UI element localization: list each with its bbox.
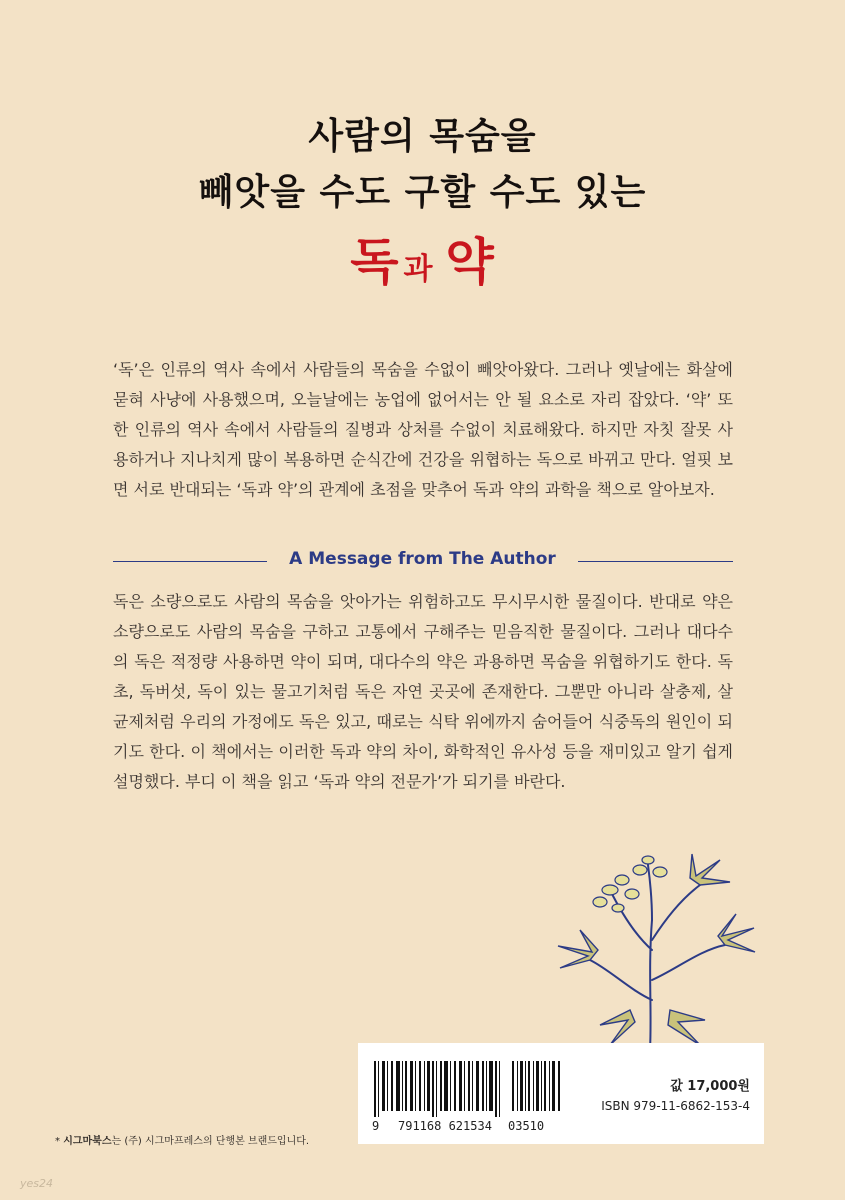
section-divider-left: [113, 561, 267, 562]
publisher-note-text: 는 (주) 시그마프레스의 단행본 브랜드입니다.: [111, 1136, 310, 1147]
barcode-digits-addon: 03510: [508, 1119, 545, 1133]
barcode-digit-prefix: 9: [372, 1119, 380, 1133]
headline-line-2: 빼앗을 수도 구할 수도 있는: [198, 172, 647, 213]
isbn-barcode: [372, 1061, 562, 1117]
title-word-medicine: 약: [445, 233, 495, 291]
barcode-digits-main: 791168 621534: [398, 1119, 492, 1133]
title-word-poison: 독: [350, 233, 400, 291]
intro-paragraph: ‘독’은 인류의 역사 속에서 사람들의 목숨을 수없이 빼앗아왔다. 그러나 옛날에는 화살에 묻혀 사냥에 사용했으며, 오늘날에는 농업에 없어서는 안 될 요소로 자리 잡았다. ‘약’ 또한 인류의 역사 속에서 사람들의 질병과 상처를 수없이 치료해왔다. 하지만 자칫 잘못 사용하거나 지나치게 많이 복용하면 순식간에 건강을 위협하는 독으로 바뀌고 만다. 얼핏 보면 서로 반대되는 ‘독과 약’의 관계에 초점을 맞추어 독과 약의 과학을 책으로 알아보자.: [113, 360, 733, 499]
publisher-brand: 시그마북스: [63, 1136, 112, 1147]
book-title: [0, 222, 845, 294]
publisher-note: [55, 1132, 309, 1147]
price-label: 값 17,000원: [670, 1079, 750, 1094]
section-title: A Message from The Author: [289, 549, 556, 569]
cannabis-plant-illustration: [540, 850, 760, 1050]
headline-line-1: 사람의 목숨을: [308, 116, 537, 157]
footer-bullet: *: [55, 1136, 60, 1147]
author-message-paragraph: 독은 소량으로도 사람의 목숨을 앗아가는 위험하고도 무시무시한 물질이다. 반대로 약은 소량으로도 사람의 목숨을 구하고 고통에서 구해주는 믿음직한 물질이다. 그러나 대다수의 독은 적정량 사용하면 약이 되며, 대다수의 약은 과용하면 목숨을 위협하기도 한다. 독초, 독버섯, 독이 있는 물고기처럼 독은 자연 곳곳에 존재한다. 그뿐만 아니라 살충제, 살균제처럼 우리의 가정에도 독은 있고, 때로는 식탁 위에까지 숨어들어 식중독의 원인이 되기도 한다. 이 책에서는 이러한 독과 약의 차이, 화학적인 유사성 등을 재미있고 알기 쉽게 설명했다. 부디 이 책을 읽고 ‘독과 약의 전문가’가 되기를 바란다.: [113, 592, 733, 791]
watermark: yes24: [20, 1177, 54, 1190]
barcode-panel: [358, 1043, 764, 1144]
section-divider-right: [578, 561, 733, 562]
title-conjunction: 과: [403, 252, 434, 287]
isbn-number: ISBN 979-11-6862-153-4: [601, 1099, 750, 1113]
